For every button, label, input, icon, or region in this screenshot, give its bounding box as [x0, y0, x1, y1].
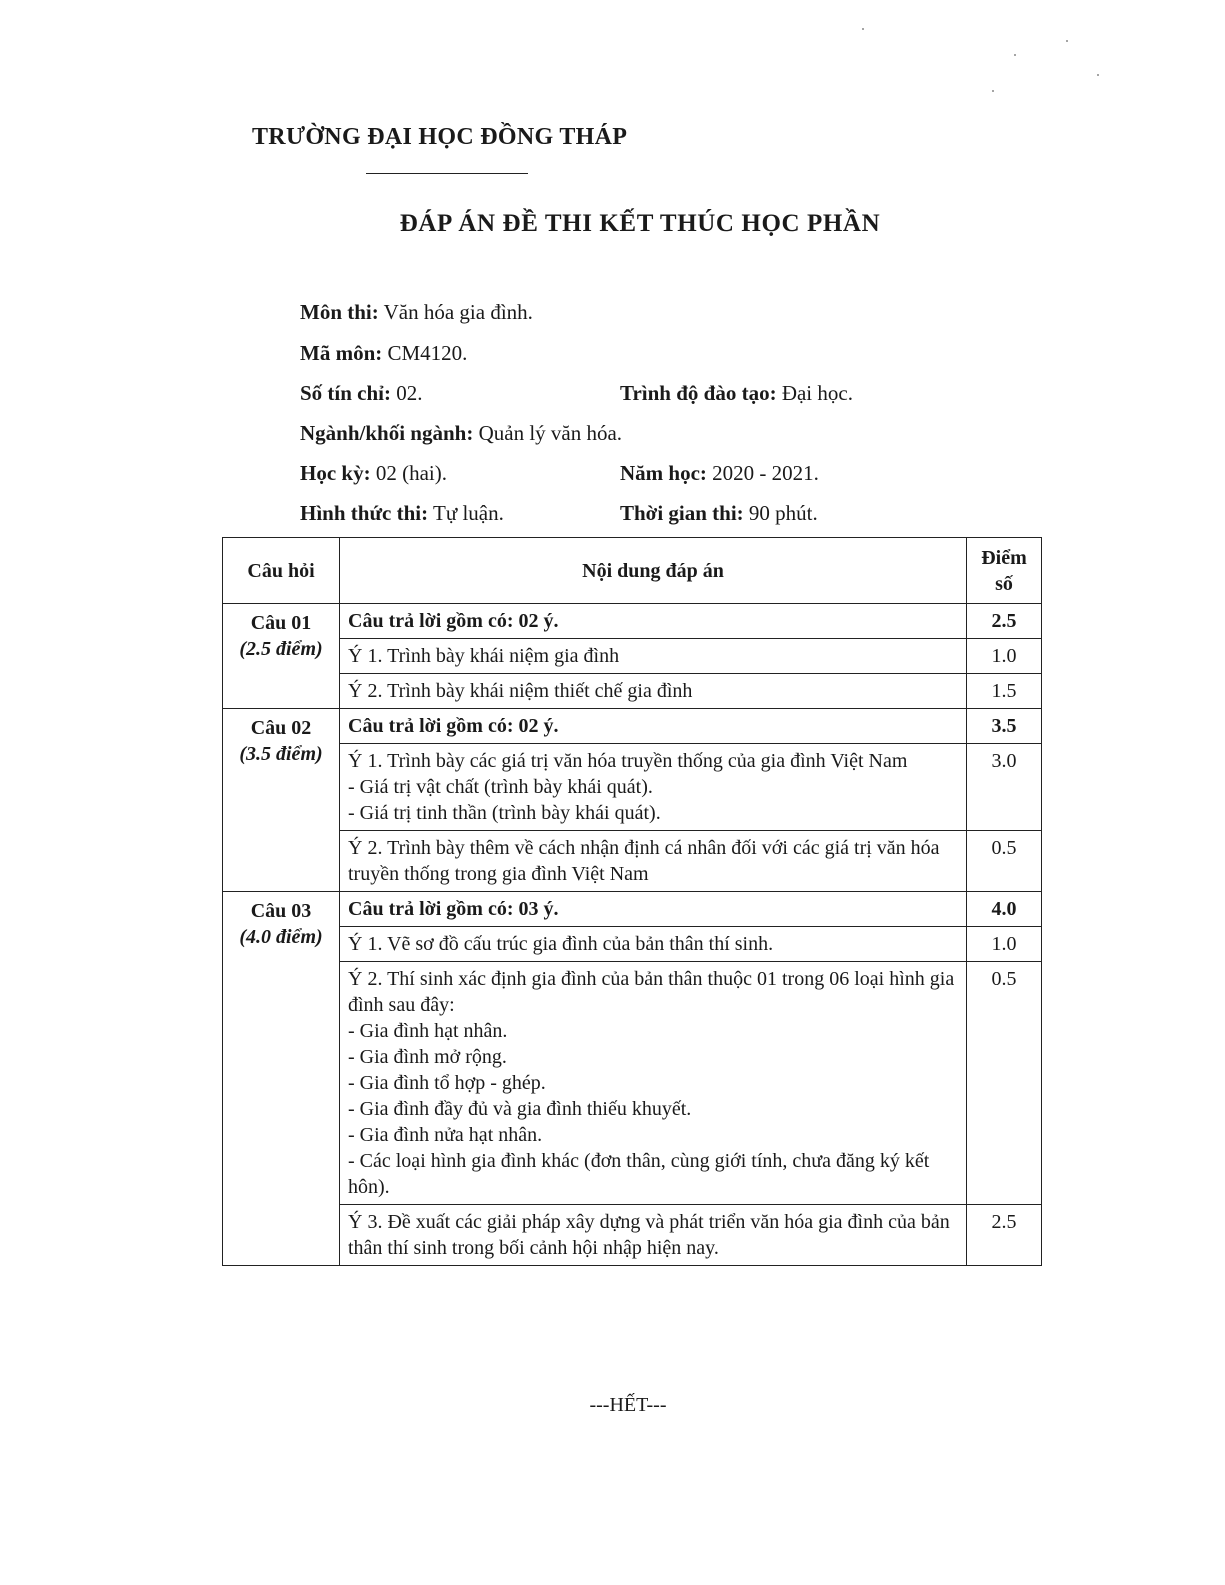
answer-line: Ý 1. Vẽ sơ đồ cấu trúc gia đình của bản thân thí sinh. — [348, 933, 774, 955]
info-ma-mon: Mã môn: CM4120. — [300, 341, 468, 365]
answer-item-content — [340, 639, 967, 674]
question-points: (2.5 điểm) — [239, 638, 323, 660]
question-summary-row — [223, 709, 1042, 744]
answer-line: - Giá trị vật chất (trình bày khái quát). — [348, 776, 653, 798]
answer-item-row — [223, 639, 1042, 674]
question-points: (3.5 điểm) — [239, 743, 323, 765]
answer-item-row — [223, 962, 1042, 1205]
summary-score: 2.5 — [967, 604, 1042, 639]
answer-item-content — [340, 831, 967, 892]
answer-table — [222, 537, 1042, 1266]
answer-item-content — [340, 927, 967, 962]
answer-line: - Gia đình tổ hợp - ghép. — [348, 1072, 546, 1094]
info-so-tin-chi: Số tín chỉ: 02. — [300, 381, 423, 405]
school-name: TRƯỜNG ĐẠI HỌC ĐỒNG THÁP — [252, 124, 628, 150]
table-header-row — [223, 538, 1042, 604]
info-thoi-gian: Thời gian thi: 90 phút. — [620, 501, 818, 525]
school-underline — [366, 173, 528, 174]
answer-line: - Gia đình đầy đủ và gia đình thiếu khuyết. — [348, 1098, 692, 1120]
info-nam-hoc: Năm học: 2020 - 2021. — [620, 461, 819, 485]
answer-item-content — [340, 744, 967, 831]
question-points: (4.0 điểm) — [239, 926, 323, 948]
answer-item-row — [223, 674, 1042, 709]
answer-item-content — [340, 674, 967, 709]
answer-line: - Gia đình nửa hạt nhân. — [348, 1124, 543, 1146]
info-mon-thi: Môn thi: Văn hóa gia đình. — [300, 300, 533, 324]
info-trinh-do: Trình độ đào tạo: Đại học. — [620, 381, 853, 405]
answer-line: - Giá trị tinh thần (trình bày khái quát). — [348, 802, 661, 824]
answer-line: Ý 1. Trình bày khái niệm gia đình — [348, 645, 620, 667]
summary-score: 4.0 — [967, 892, 1042, 927]
header-content: Nội dung đáp án — [340, 538, 967, 604]
item-score: 3.0 — [967, 744, 1042, 831]
header-score: Điểm số — [967, 538, 1042, 604]
item-score: 1.5 — [967, 674, 1042, 709]
answer-line: - Gia đình hạt nhân. — [348, 1020, 508, 1042]
answer-item-content — [340, 1205, 967, 1266]
info-hinh-thuc: Hình thức thi: Tự luận. — [300, 501, 504, 525]
answer-line: Ý 2. Trình bày thêm về cách nhận định cá nhân đối với các giá trị văn hóa truyền thống trong gia đình Việt Nam — [348, 837, 940, 885]
document-title: ĐÁP ÁN ĐỀ THI KẾT THÚC HỌC PHẦN — [399, 210, 881, 237]
question-cell — [223, 892, 340, 1266]
answer-line: Ý 2. Trình bày khái niệm thiết chế gia đình — [348, 680, 693, 702]
item-score: 1.0 — [967, 927, 1042, 962]
question-summary-row — [223, 604, 1042, 639]
answer-body — [223, 604, 1042, 1266]
summary-score: 3.5 — [967, 709, 1042, 744]
info-nganh: Ngành/khối ngành: Quản lý văn hóa. — [300, 421, 623, 445]
answer-item-content — [340, 962, 967, 1205]
answer-item-row — [223, 927, 1042, 962]
info-hoc-ky: Học kỳ: 02 (hai). — [300, 461, 447, 485]
question-label: Câu 03 — [250, 900, 312, 922]
question-cell — [223, 709, 340, 892]
end-marker: ---HẾT--- — [589, 1394, 667, 1416]
question-summary: Câu trả lời gồm có: 02 ý. — [340, 604, 967, 639]
answer-line: Ý 2. Thí sinh xác định gia đình của bản thân thuộc 01 trong 06 loại hình gia đình sau đây: — [348, 968, 955, 1016]
item-score: 0.5 — [967, 831, 1042, 892]
answer-line: - Các loại hình gia đình khác (đơn thân, cùng giới tính, chưa đăng ký kết hôn). — [348, 1150, 930, 1198]
answer-item-row — [223, 831, 1042, 892]
answer-line: Ý 3. Đề xuất các giải pháp xây dựng và phát triển văn hóa gia đình của bản thân thí sinh trong bối cảnh hội nhập hiện nay. — [348, 1211, 950, 1259]
answer-line: - Gia đình mở rộng. — [348, 1046, 507, 1068]
answer-line: Ý 1. Trình bày các giá trị văn hóa truyền thống của gia đình Việt Nam — [348, 750, 908, 772]
question-summary: Câu trả lời gồm có: 03 ý. — [340, 892, 967, 927]
question-cell — [223, 604, 340, 709]
question-label: Câu 01 — [250, 612, 312, 634]
answer-item-row — [223, 1205, 1042, 1266]
question-summary: Câu trả lời gồm có: 02 ý. — [340, 709, 967, 744]
question-summary-row — [223, 892, 1042, 927]
item-score: 2.5 — [967, 1205, 1042, 1266]
answer-item-row — [223, 744, 1042, 831]
item-score: 0.5 — [967, 962, 1042, 1205]
header-question: Câu hỏi — [223, 538, 340, 604]
question-label: Câu 02 — [250, 717, 312, 739]
item-score: 1.0 — [967, 639, 1042, 674]
